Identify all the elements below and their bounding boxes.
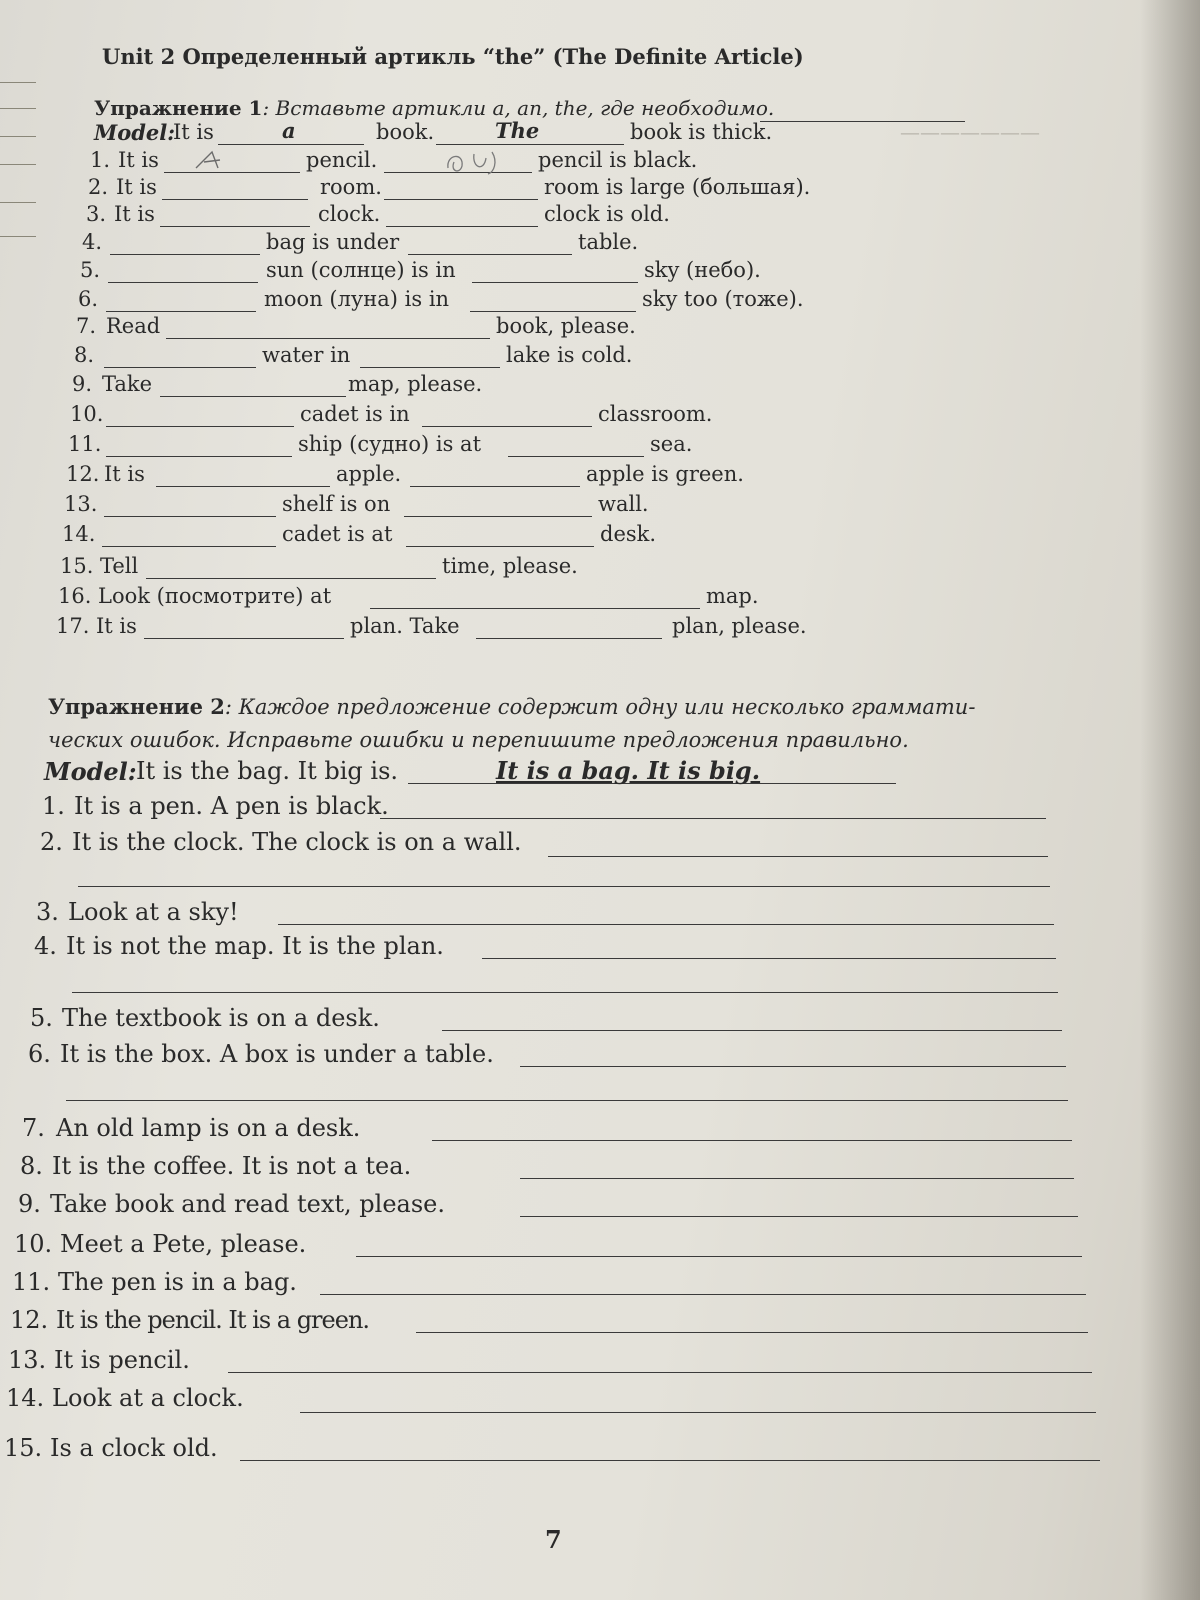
blank: [436, 144, 624, 145]
model-label: Model:: [94, 120, 176, 145]
blank[interactable]: [106, 426, 294, 427]
item-number: 12.: [10, 1306, 49, 1334]
item-text: It is the pencil. It is a green.: [56, 1306, 370, 1334]
item-text: room.: [320, 175, 382, 199]
blank[interactable]: [102, 546, 276, 547]
answer-line[interactable]: [482, 958, 1056, 959]
item-number: 6.: [78, 287, 99, 311]
item-number: 5.: [80, 258, 101, 282]
item-text: sun (солнце) is in: [266, 258, 456, 282]
item-text: It is pencil.: [54, 1346, 190, 1374]
exercise2-item: [0, 1040, 1200, 1070]
blank[interactable]: [162, 199, 308, 200]
exercise1-item: [0, 202, 1200, 232]
answer-line[interactable]: [356, 1256, 1082, 1257]
exercise2-heading: [48, 690, 1048, 757]
answer-line[interactable]: [548, 856, 1048, 857]
blank[interactable]: [386, 226, 538, 227]
model-text: It is the bag. It big is.: [136, 757, 399, 785]
exercise1-item: [0, 402, 1200, 432]
blank[interactable]: [108, 282, 258, 283]
exercise1-item: [0, 343, 1200, 373]
blank[interactable]: [408, 254, 572, 255]
item-number: 7.: [76, 314, 97, 338]
exercise2-item: [0, 1114, 1200, 1144]
exercise1-model: [0, 120, 1200, 150]
handwritten-answer-mark: [438, 146, 518, 178]
item-text: An old lamp is on a desk.: [56, 1114, 361, 1142]
exercise1-item: [0, 258, 1200, 288]
item-text: Take book and read text, please.: [50, 1190, 445, 1218]
exercise2-item: [0, 1434, 1200, 1464]
answer-line[interactable]: [300, 1412, 1096, 1413]
item-number: 2.: [40, 828, 63, 856]
answer-line[interactable]: [520, 1216, 1078, 1217]
item-number: 17.: [56, 614, 90, 638]
answer-line[interactable]: [66, 1100, 1068, 1101]
model-answer: a: [282, 118, 296, 143]
item-number: 4.: [34, 932, 57, 960]
exercise2-label: Упражнение 2: [48, 694, 225, 719]
item-text: pencil.: [306, 148, 378, 172]
exercise1-label: Упражнение 1: [94, 96, 263, 120]
answer-line[interactable]: [228, 1372, 1092, 1373]
item-text: shelf is on: [282, 492, 391, 516]
blank[interactable]: [166, 338, 490, 339]
item-text: sea.: [650, 432, 693, 456]
item-text: water in: [262, 343, 351, 367]
item-number: 10.: [70, 402, 104, 426]
blank[interactable]: [146, 578, 436, 579]
blank[interactable]: [106, 311, 256, 312]
answer-line[interactable]: [520, 1066, 1066, 1067]
item-text: clock is old.: [544, 202, 670, 226]
item-text: Look at a clock.: [52, 1384, 244, 1412]
model-text: It is: [173, 120, 214, 144]
exercise2-item: [0, 1306, 1200, 1336]
blank[interactable]: [106, 456, 292, 457]
model-text: book.: [376, 120, 435, 144]
item-text: It is the box. A box is under a table.: [60, 1040, 494, 1068]
item-text: It is: [114, 202, 155, 226]
blank[interactable]: [104, 367, 256, 368]
item-number: 3.: [36, 898, 59, 926]
blank[interactable]: [104, 516, 276, 517]
item-number: 12.: [66, 462, 100, 486]
exercise2-item: [0, 1346, 1200, 1376]
item-text: It is not the map. It is the plan.: [66, 932, 444, 960]
exercise2-item: [0, 1268, 1200, 1298]
answer-line[interactable]: [240, 1460, 1100, 1461]
item-number: 7.: [22, 1114, 45, 1142]
answer-line[interactable]: [72, 992, 1058, 993]
item-text: sky too (тоже).: [642, 287, 804, 311]
item-text: cadet is in: [300, 402, 410, 426]
blank[interactable]: [160, 226, 310, 227]
bleed-through-text: ———————: [900, 120, 1040, 144]
item-text: Tell: [100, 554, 139, 578]
answer-line[interactable]: [380, 818, 1046, 819]
model-answer: It is a bag. It is big.: [496, 756, 761, 785]
item-text: Take: [102, 372, 153, 396]
item-text: ship (судно) is at: [298, 432, 482, 456]
item-number: 15.: [60, 554, 94, 578]
exercise2-item: [0, 828, 1200, 858]
item-text: pencil is black.: [538, 148, 698, 172]
exercise1-item: [0, 175, 1200, 205]
model-text: book is thick.: [630, 120, 773, 144]
item-number: 14.: [6, 1384, 45, 1412]
exercise1-instruction: : Вставьте артикли a, an, the, где необходимо.: [262, 96, 775, 120]
item-number: 15.: [4, 1434, 43, 1462]
item-text: The textbook is on a desk.: [62, 1004, 380, 1032]
blank[interactable]: [370, 608, 700, 609]
blank[interactable]: [404, 516, 592, 517]
exercise1-item: [0, 554, 1200, 584]
item-text: wall.: [598, 492, 649, 516]
answer-line[interactable]: [320, 1294, 1086, 1295]
item-number: 6.: [28, 1040, 51, 1068]
blank[interactable]: [422, 426, 592, 427]
item-text: Read: [106, 314, 161, 338]
exercise2-item: [0, 898, 1200, 928]
exercise2-item: [0, 792, 1200, 822]
blank[interactable]: [508, 456, 644, 457]
exercise2-instruction: : Каждое предложение содержит одну или несколько граммати-ческих ошибок. Исправьте ошибки и перепишите предложения правильно.: [48, 695, 976, 752]
blank[interactable]: [410, 486, 580, 487]
item-text: plan, please.: [672, 614, 807, 638]
blank: [218, 144, 364, 145]
exercise2-item: [0, 1152, 1200, 1182]
exercise2-item: [0, 1230, 1200, 1260]
item-text: desk.: [600, 522, 657, 546]
exercise1-item: [0, 614, 1200, 644]
blank[interactable]: [144, 638, 344, 639]
item-number: 2.: [88, 175, 109, 199]
item-text: moon (луна) is in: [264, 287, 450, 311]
item-text: It is a pen. A pen is black.: [74, 792, 389, 820]
handwritten-answer-mark: [190, 146, 250, 176]
item-text: map.: [706, 584, 759, 608]
model-label: Model:: [44, 757, 137, 786]
item-text: Meet a Pete, please.: [60, 1230, 307, 1258]
item-number: 11.: [68, 432, 102, 456]
exercise2-item: [0, 932, 1200, 962]
item-text: Is a clock old.: [50, 1434, 218, 1462]
blank[interactable]: [360, 367, 500, 368]
item-number: 8.: [74, 343, 95, 367]
item-number: 14.: [62, 522, 96, 546]
item-text: plan. Take: [350, 614, 460, 638]
exercise1-item: [0, 287, 1200, 317]
answer-line[interactable]: [442, 1030, 1062, 1031]
exercise1-item: [0, 462, 1200, 492]
exercise1-item: [0, 230, 1200, 260]
item-text: The pen is in a bag.: [58, 1268, 297, 1296]
exercise1-item: [0, 522, 1200, 552]
answer-line[interactable]: [416, 1332, 1088, 1333]
item-number: 5.: [30, 1004, 53, 1032]
item-text: clock.: [318, 202, 381, 226]
exercise1-item: [0, 584, 1200, 614]
blank[interactable]: [156, 486, 330, 487]
answer-line[interactable]: [520, 1178, 1074, 1179]
item-number: 1.: [90, 148, 111, 172]
item-text: It is the coffee. It is not a tea.: [52, 1152, 412, 1180]
answer-line[interactable]: [78, 886, 1050, 887]
page-title: Unit 2 Определенный артикль “the” (The Definite Article): [102, 44, 804, 69]
answer-line[interactable]: [432, 1140, 1072, 1141]
blank[interactable]: [160, 396, 346, 397]
item-number: 4.: [82, 230, 103, 254]
item-text: Look (посмотрите) at: [98, 584, 332, 608]
exercise2-model: [0, 757, 1200, 787]
item-number: 9.: [18, 1190, 41, 1218]
item-text: cadet is at: [282, 522, 393, 546]
exercise1-item: [0, 314, 1200, 344]
item-text: bag is under: [266, 230, 400, 254]
exercise1-heading: [94, 96, 774, 120]
exercise2-item: [0, 1190, 1200, 1220]
item-text: It is: [116, 175, 157, 199]
item-text: table.: [578, 230, 639, 254]
item-text: It is: [96, 614, 137, 638]
item-text: It is: [104, 462, 145, 486]
blank[interactable]: [406, 546, 594, 547]
item-number: 11.: [12, 1268, 51, 1296]
item-text: It is the clock. The clock is on a wall.: [72, 828, 522, 856]
item-number: 16.: [58, 584, 92, 608]
blank[interactable]: [476, 638, 662, 639]
item-number: 8.: [20, 1152, 43, 1180]
item-text: sky (небо).: [644, 258, 761, 282]
blank[interactable]: [110, 254, 260, 255]
item-text: classroom.: [598, 402, 713, 426]
item-text: lake is cold.: [506, 343, 633, 367]
item-text: book, please.: [496, 314, 636, 338]
item-text: room is large (большая).: [544, 175, 811, 199]
item-number: 3.: [86, 202, 107, 226]
exercise1-item: [0, 432, 1200, 462]
item-text: map, please.: [348, 372, 483, 396]
item-number: 13.: [64, 492, 98, 516]
page-number: 7: [545, 1525, 562, 1554]
blank[interactable]: [384, 199, 538, 200]
item-number: 9.: [72, 372, 93, 396]
model-answer: The: [495, 118, 540, 143]
item-text: apple.: [336, 462, 402, 486]
answer-line[interactable]: [278, 924, 1054, 925]
exercise1-item: [0, 492, 1200, 522]
blank[interactable]: [472, 282, 638, 283]
item-text: apple is green.: [586, 462, 744, 486]
item-number: 13.: [8, 1346, 47, 1374]
item-text: time, please.: [442, 554, 578, 578]
item-number: 1.: [42, 792, 65, 820]
exercise2-item: [0, 1004, 1200, 1034]
exercise2-item: [0, 1384, 1200, 1414]
blank[interactable]: [470, 311, 636, 312]
item-number: 10.: [14, 1230, 53, 1258]
item-text: Look at a sky!: [68, 898, 239, 926]
item-text: It is: [118, 148, 159, 172]
exercise1-item: [0, 372, 1200, 402]
exercise1-item: [0, 148, 1200, 178]
